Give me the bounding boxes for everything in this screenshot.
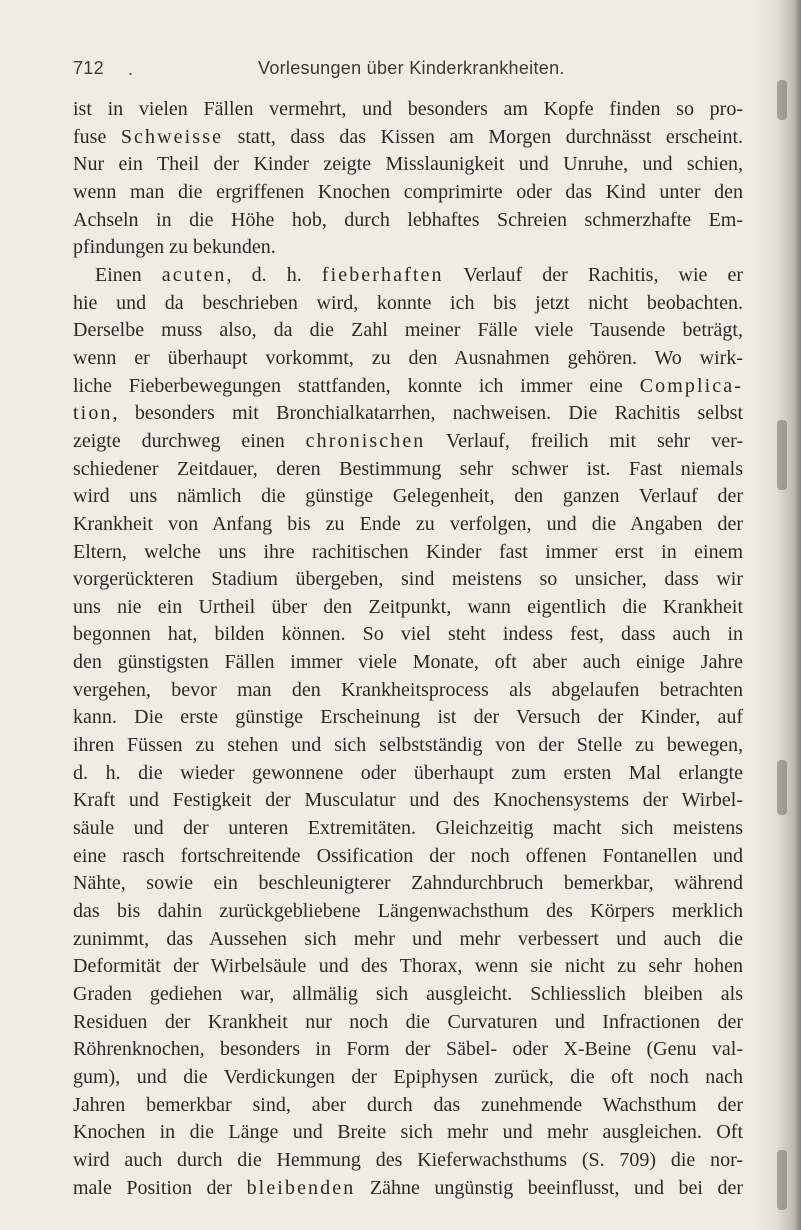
edge-stain <box>777 1150 787 1210</box>
edge-stain <box>777 420 787 490</box>
text-line: zeigte durchweg einen chronischen Verlauf, freilich mit sehr ver- <box>73 429 744 452</box>
text-line: ihren Füssen zu stehen und sich selbstständig von der Stelle zu bewegen, <box>73 734 743 757</box>
text-line: hie und da beschrieben wird, konnte ich bis jetzt nicht beobachten. <box>73 291 743 314</box>
spaced-emphasis: acuten <box>161 263 227 286</box>
text-line: Knochen in die Länge und Breite sich mehr und mehr ausgleichen. Oft <box>73 1121 743 1144</box>
spaced-emphasis: fieberhaften <box>321 263 444 286</box>
spaced-emphasis: tion <box>73 402 113 425</box>
text-line: das bis dahin zurückgebliebene Längenwachsthum des Körpers merklich <box>73 900 743 923</box>
page-number: 712 <box>73 58 104 78</box>
text-line: Graden gediehen war, allmälig sich ausgleicht. Schliesslich bleiben als <box>73 983 743 1005</box>
text-line: Achseln in die Höhe hob, durch lebhaftes Schreien schmerzhafte Em- <box>73 208 743 231</box>
text-line: male Position der bleibenden Zähne ungünstig beeinflusst, und bei der <box>73 1176 743 1199</box>
text-line: Einen acuten, d. h. fieberhaften Verlauf der Rachitis, wie er <box>95 263 744 286</box>
spaced-emphasis: bleibenden <box>246 1176 356 1199</box>
text-line: Kraft und Festigkeit der Musculatur und des Knochensystems der Wirbel- <box>73 789 743 812</box>
text-line: wird uns nämlich die günstige Gelegenheit, den ganzen Verlauf der <box>73 485 743 508</box>
page-edge-shadow <box>755 0 801 1230</box>
text-line: Nur ein Theil der Kinder zeigte Misslaunigkeit und Unruhe, und schien, <box>73 153 743 176</box>
text-line: wenn man die ergriffenen Knochen comprimirte oder das Kind unter den <box>73 180 743 203</box>
spaced-emphasis: Complica- <box>639 374 744 397</box>
text-line: wenn er überhaupt vorkommt, zu den Ausnahmen gehören. Wo wirk- <box>73 346 743 369</box>
spaced-emphasis: Schweisse <box>120 125 224 148</box>
running-head <box>73 58 673 88</box>
text-line: den günstigsten Fällen immer viele Monate, oft aber auch einige Jahre <box>73 651 743 674</box>
text-line: uns nie ein Urtheil über den Zeitpunkt, wann eigentlich die Krankheit <box>73 595 743 618</box>
text-line: Residuen der Krankheit nur noch die Curvaturen und Infractionen der <box>73 1010 743 1033</box>
text-line: begonnen hat, bilden können. So viel steht indess fest, dass auch in <box>73 623 743 646</box>
text-line: säule und der unteren Extremitäten. Gleichzeitig macht sich meistens <box>73 817 743 840</box>
body-text <box>73 96 743 1202</box>
text-line: pfindungen zu bekunden. <box>73 236 276 259</box>
text-line: tion, besonders mit Bronchialkatarrhen, nachweisen. Die Rachitis selbst <box>73 402 743 425</box>
text-line: wird auch durch die Hemmung des Kieferwachsthums (S. 709) die nor- <box>73 1148 743 1171</box>
text-line: vorgerückteren Stadium übergeben, sind meistens so unsicher, dass wir <box>73 568 743 591</box>
text-line: d. h. die wieder gewonnene oder überhaupt zum ersten Mal erlangte <box>73 761 743 784</box>
text-line: Derselbe muss also, da die Zahl meiner Fälle viele Tausende beträgt, <box>73 319 743 342</box>
text-line: kann. Die erste günstige Erscheinung ist der Versuch der Kinder, auf <box>73 706 743 729</box>
edge-stain <box>777 80 787 120</box>
running-title: Vorlesungen über Kinderkrankheiten. <box>258 58 565 78</box>
text-line: Nähte, sowie ein beschleunigterer Zahndurchbruch bemerkbar, während <box>73 872 743 895</box>
text-line: eine rasch fortschreitende Ossification der noch offenen Fontanellen und <box>73 844 743 867</box>
spaced-emphasis: chronischen <box>305 429 426 452</box>
text-line: ist in vielen Fällen vermehrt, und besonders am Kopfe finden so pro- <box>73 98 743 120</box>
text-line: schiedener Zeitdauer, deren Bestimmung sehr schwer ist. Fast niemals <box>73 457 743 480</box>
text-line: gum), und die Verdickungen der Epiphysen zurück, die oft noch nach <box>73 1065 743 1088</box>
text-line: Jahren bemerkbar sind, aber durch das zunehmende Wachsthum der <box>73 1093 743 1116</box>
text-line: zunimmt, das Aussehen sich mehr und mehr verbessert und auch die <box>73 927 743 950</box>
text-line: Röhrenknochen, besonders in Form der Säbel- oder X-Beine (Genu val- <box>73 1038 743 1061</box>
text-line: vergehen, bevor man den Krankheitsprocess als abgelaufen betrachten <box>73 678 743 701</box>
text-line: fuse Schweisse statt, dass das Kissen am Morgen durchnässt erscheint. <box>73 125 744 148</box>
text-line: Eltern, welche uns ihre rachitischen Kinder fast immer erst in einem <box>73 540 743 563</box>
text-line: Krankheit von Anfang bis zu Ende zu verfolgen, und die Angaben der <box>73 512 743 535</box>
text-line: liche Fieberbewegungen stattfanden, konnte ich immer eine Complica- <box>73 374 744 397</box>
header-dot: . <box>128 59 134 79</box>
text-line: Deformität der Wirbelsäule und des Thorax, wenn sie nicht zu sehr hohen <box>73 955 743 978</box>
edge-stain <box>777 760 787 815</box>
